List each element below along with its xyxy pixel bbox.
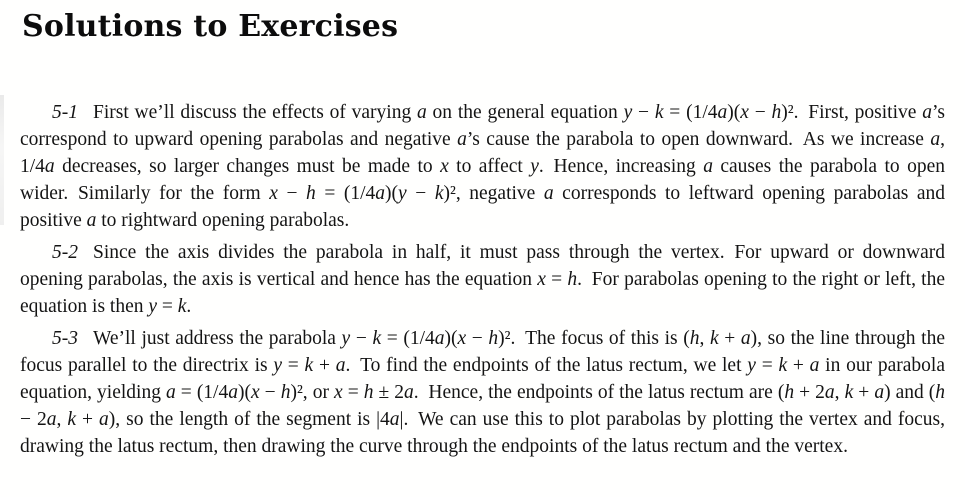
solutions-content	[0, 99, 965, 460]
solution-text: First we’ll discuss the effects of varying a on the general equation y − k = (1/4a)(x − h)². First, positive a’s correspond to upward opening parabolas and negative a’s cause the parabola to open downward. As we increase a, 1/4a decreases, so larger changes must be made to x to affect y. Hence, increasing a causes the parabola to open wider. Similarly for the form x − h = (1/4a)(y − k)², negative a corresponds to leftward opening parabolas and positive a to rightward opening parabolas.	[20, 102, 946, 231]
solution-text: We’ll just address the parabola y − k = (1/4a)(x − h)². The focus of this is (h, k + a), so the line through the focus parallel to the directrix is y = k + a. To find the endpoints of the latus rectum, we let y = k + a in our parabola equation, yielding a = (1/4a)(x − h)², or x = h ± 2a. Hence, the endpoints of the latus rectum are (h + 2a, k + a) and (h − 2a, k + a), so the length of the segment is |4a|. We can use this to plot parabolas by plotting the vertex and focus, drawing the latus rectum, then drawing the curve through the endpoints of the latus rectum and the vertex.	[20, 328, 946, 457]
solution-paragraph-5-1	[20, 99, 945, 234]
solution-text: Since the axis divides the parabola in half, it must pass through the vertex. For upward or downward opening parabolas, the axis is vertical and hence has the equation x = h. For parabolas opening to the right or left, the equation is then y = k.	[20, 242, 946, 317]
solution-paragraph-5-2	[20, 239, 945, 320]
page-title: Solutions to Exercises	[22, 9, 399, 44]
solution-paragraph-5-3	[20, 325, 945, 460]
solution-number: 5-3	[52, 328, 78, 349]
solution-number: 5-1	[52, 102, 78, 123]
solution-number: 5-2	[52, 242, 78, 263]
